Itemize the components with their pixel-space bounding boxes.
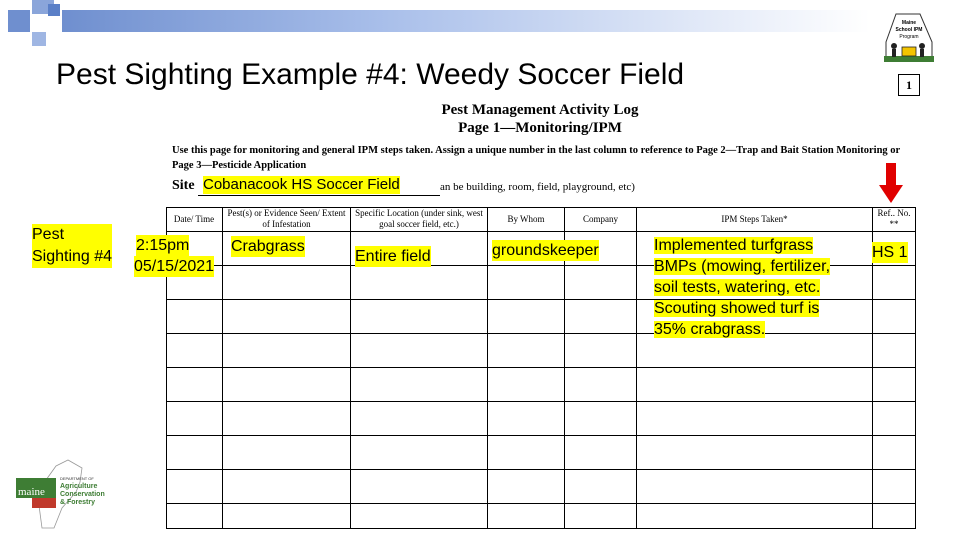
pest-sighting-label — [32, 224, 112, 268]
ipm-logo-text-2: School IPM — [895, 27, 923, 33]
table-line — [222, 207, 223, 529]
table-line — [166, 469, 916, 470]
log-title-line-1: Pest Management Activity Log — [441, 102, 639, 118]
column-header-ref-no: Ref.. No. ** — [877, 208, 911, 229]
header-gradient-bar — [62, 10, 870, 32]
site-label: Site — [172, 178, 195, 193]
slide-title: Pest Sighting Example #4: Weedy Soccer Field — [56, 58, 685, 91]
decor-square — [8, 10, 30, 32]
school-ipm-logo — [880, 12, 938, 64]
table-line — [166, 528, 916, 529]
decor-square — [48, 4, 60, 16]
form-instructions: Use this page for monitoring and general IPM steps taken. Assign a unique number in the last column to reference to Page 2—Trap and Bait Station Monitoring or Page 3—Pesticide Application — [172, 145, 901, 171]
maine-dacf-logo — [12, 458, 122, 530]
dept-text-3: & Forestry — [60, 499, 96, 506]
dept-text-1: Agriculture — [60, 483, 98, 490]
dept-text-2: Conservation — [60, 491, 105, 498]
table-line — [166, 401, 916, 402]
entry-ref-no: HS 1 — [872, 244, 908, 261]
table-line — [166, 231, 916, 232]
dept-text-0: DEPARTMENT OF — [60, 476, 94, 481]
entry-ipm-steps-line: Scouting showed turf is — [654, 300, 820, 317]
table-line — [915, 207, 916, 529]
entry-ipm-steps-line: Implemented turfgrass — [654, 237, 814, 254]
maine-logo-word: maine — [18, 486, 45, 498]
entry-ipm-steps-line: soil tests, watering, etc. — [654, 279, 821, 296]
entry-date: 05/15/2021 — [134, 258, 215, 275]
column-header-company: Company — [583, 213, 618, 224]
entry-pest: Crabgrass — [231, 238, 305, 255]
table-line — [166, 435, 916, 436]
entry-ipm-steps — [654, 235, 830, 340]
entry-time: 2:15pm — [136, 237, 190, 254]
column-header-date-time: Date/ Time — [173, 213, 215, 224]
column-header-by-whom: By Whom — [507, 213, 545, 224]
pest-sighting-label-line-1: Pest — [32, 226, 65, 243]
page-number-box: 1 — [898, 74, 920, 96]
site-underline — [198, 195, 440, 196]
entry-by-whom: groundskeeper — [492, 242, 599, 259]
column-header-pest: Pest(s) or Evidence Seen/ Extent of Infestation — [227, 208, 346, 229]
table-line — [166, 503, 916, 504]
table-line — [166, 367, 916, 368]
site-value: Cobanacook HS Soccer Field — [203, 176, 400, 193]
red-arrow-icon — [879, 163, 903, 203]
table-line — [350, 207, 351, 529]
pest-sighting-label-line-2: Sighting #4 — [32, 248, 113, 265]
log-title-line-2: Page 1—Monitoring/IPM — [458, 120, 622, 136]
entry-ipm-steps-line: BMPs (mowing, fertilizer, — [654, 258, 831, 275]
ipm-logo-text-3: Program — [899, 34, 919, 40]
table-line — [636, 207, 637, 529]
entry-location: Entire field — [355, 248, 431, 265]
entry-ipm-steps-line: 35% crabgrass. — [654, 321, 766, 338]
column-header-location: Specific Location (under sink, west goal soccer field, etc.) — [355, 208, 483, 229]
site-note: an be building, room, field, playground, etc) — [440, 181, 635, 193]
log-title — [405, 101, 675, 137]
column-header-ipm-steps: IPM Steps Taken* — [721, 213, 788, 224]
decor-square — [32, 32, 46, 46]
table-line — [487, 207, 488, 529]
ipm-logo-text-1: Maine — [901, 20, 917, 26]
